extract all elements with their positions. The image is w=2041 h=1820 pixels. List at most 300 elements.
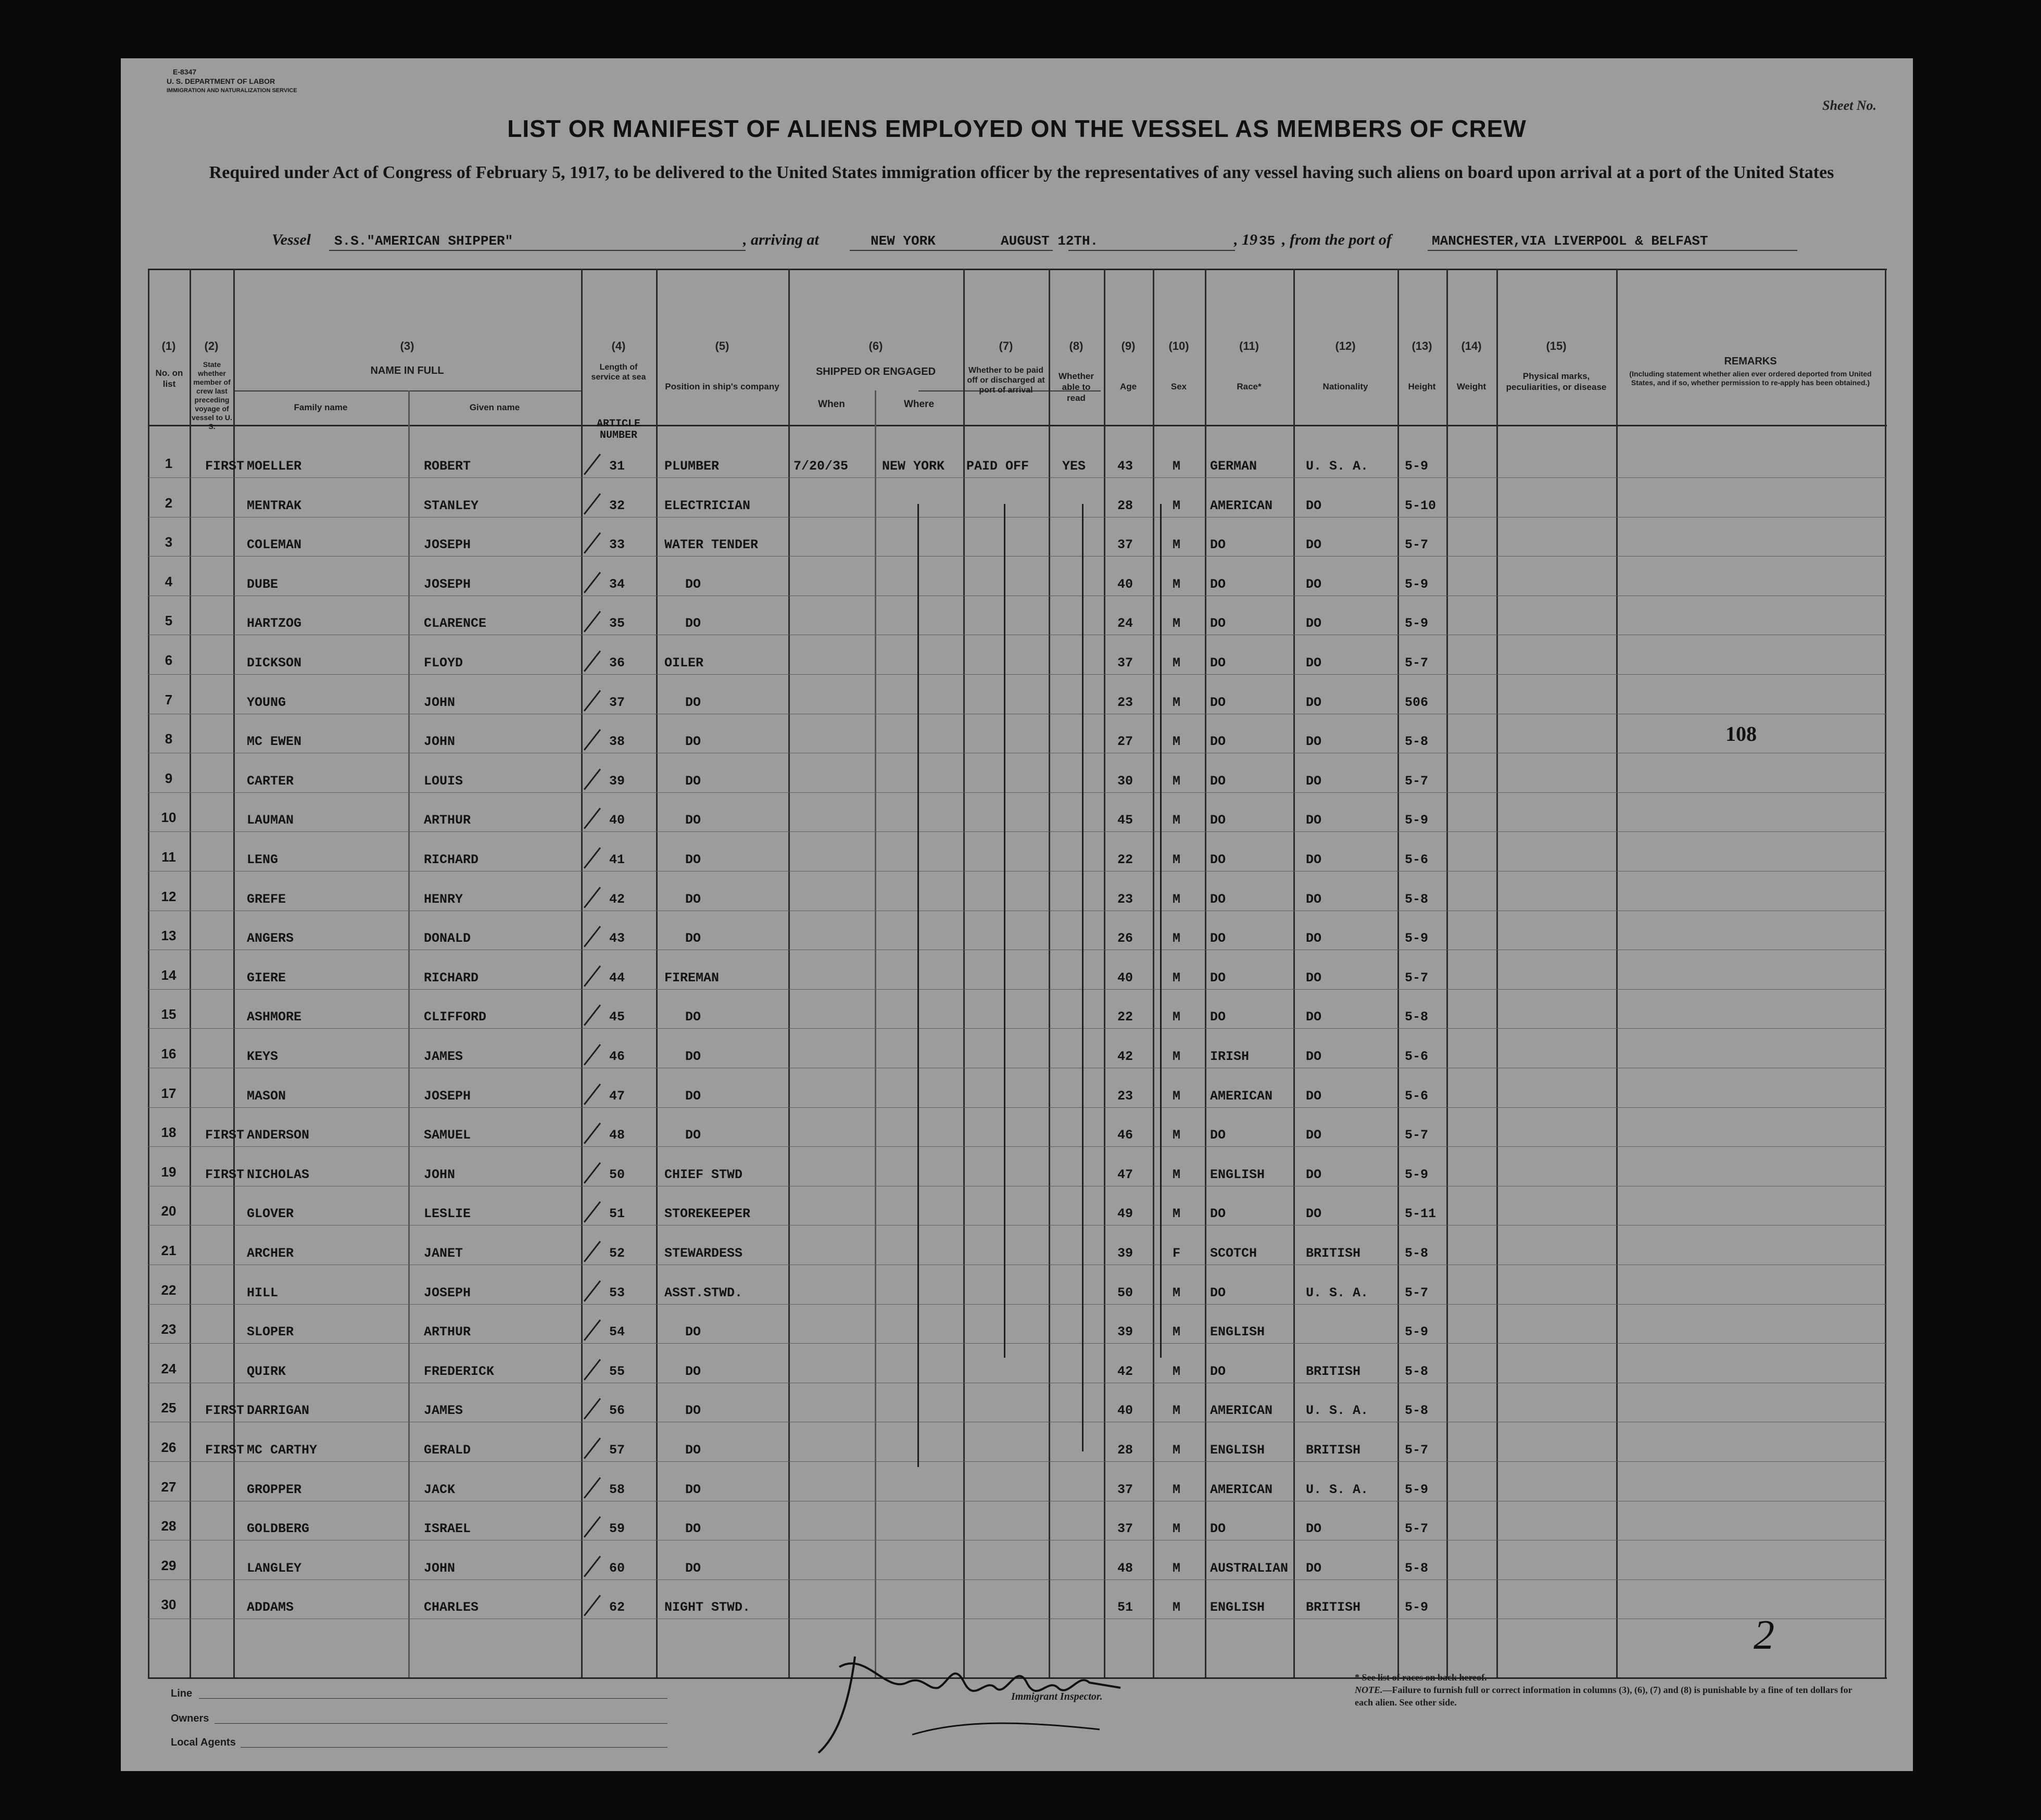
corner-mark: 2	[1754, 1612, 1774, 1658]
cell-family-name: MOELLER	[247, 459, 302, 474]
cell-position: DO	[685, 1324, 701, 1340]
cell-race: DO	[1210, 1363, 1226, 1379]
ditto-line	[1160, 504, 1162, 1358]
cell-nationality: DO	[1306, 970, 1322, 985]
cell-position: DO	[685, 931, 701, 946]
from-port: MANCHESTER,VIA LIVERPOOL & BELFAST	[1432, 233, 1708, 249]
footnote-note-text: —Failure to furnish full or correct information in columns (3), (6), (7) and (8) is punishable by a fine of ten dollars for each alien. See other side.	[1355, 1685, 1853, 1708]
cell-given-name: GERALD	[424, 1443, 471, 1458]
cell-service-number: 55	[609, 1363, 625, 1379]
check-slash	[584, 1162, 601, 1183]
cell-service-number: 51	[609, 1206, 625, 1222]
cell-position: DO	[685, 1128, 701, 1143]
check-slash	[584, 1202, 601, 1223]
cell-age: 46	[1117, 1128, 1133, 1143]
from-port-label: , from the port of	[1282, 231, 1392, 248]
footnote-note-label: NOTE.	[1355, 1685, 1383, 1695]
cell-age: 37	[1117, 537, 1133, 553]
cell-nationality: U. S. A.	[1306, 1482, 1369, 1497]
col-number: (10)	[1168, 339, 1189, 352]
col-border	[1885, 269, 1886, 1677]
cell-prev-voyage: FIRST	[205, 1443, 245, 1458]
row-rule	[148, 831, 1887, 832]
cell-sex: M	[1173, 576, 1181, 592]
col-border	[1496, 269, 1498, 1677]
check-slash	[584, 572, 601, 593]
cell-sex: M	[1173, 616, 1181, 631]
cell-service-number: 40	[609, 813, 625, 828]
check-slash	[584, 1477, 601, 1498]
cell-height: 5-9	[1405, 1482, 1429, 1497]
check-slash	[584, 1044, 601, 1065]
cell-nationality: DO	[1306, 1560, 1322, 1576]
cell-height: 5-6	[1405, 1049, 1429, 1064]
row-number: 14	[161, 967, 177, 983]
cell-sex: M	[1173, 931, 1181, 946]
cell-race: DO	[1210, 655, 1226, 671]
cell-family-name: HILL	[247, 1285, 279, 1300]
owners-label: Owners	[171, 1713, 209, 1724]
check-slash	[584, 965, 601, 987]
row-number: 12	[161, 888, 177, 904]
cell-given-name: JAMES	[424, 1049, 463, 1064]
col-head-race: Race*	[1237, 382, 1262, 391]
cell-given-name: CLIFFORD	[424, 1009, 487, 1025]
cell-nationality: DO	[1306, 1206, 1322, 1222]
check-slash	[584, 1437, 601, 1459]
cell-height: 5-8	[1405, 1560, 1429, 1576]
cell-family-name: ASHMORE	[247, 1009, 302, 1025]
cell-age: 28	[1117, 498, 1133, 513]
cell-age: 30	[1117, 773, 1133, 789]
cell-position: NIGHT STWD.	[664, 1600, 751, 1615]
cell-height: 5-7	[1405, 773, 1429, 789]
ditto-line	[1004, 504, 1005, 1358]
cell-service-number: 53	[609, 1285, 625, 1300]
cell-sex: M	[1173, 459, 1181, 474]
cell-sex: M	[1173, 1324, 1181, 1340]
col-border	[788, 269, 790, 1677]
row-rule	[148, 674, 1887, 675]
cell-race: DO	[1210, 1521, 1226, 1537]
cell-given-name: FLOYD	[424, 655, 463, 671]
cell-race: DO	[1210, 1128, 1226, 1143]
col-border	[1397, 269, 1399, 1677]
cell-height: 5-11	[1405, 1206, 1437, 1222]
owners-underline	[215, 1723, 667, 1724]
col-number: (12)	[1335, 339, 1356, 352]
cell-position: FIREMAN	[664, 970, 720, 985]
cell-service-number: 59	[609, 1521, 625, 1537]
check-slash	[584, 1280, 601, 1301]
cell-height: 5-9	[1405, 1167, 1429, 1182]
cell-sex: F	[1173, 1246, 1181, 1261]
row-rule	[148, 1028, 1887, 1029]
row-number: 19	[161, 1164, 177, 1180]
ditto-line	[1082, 504, 1084, 1451]
cell-age: 40	[1117, 970, 1133, 985]
form-code: E-8347	[173, 68, 197, 76]
cell-nationality: DO	[1306, 1049, 1322, 1064]
check-slash	[584, 887, 601, 908]
check-slash	[584, 1320, 601, 1341]
cell-family-name: DARRIGAN	[247, 1403, 310, 1419]
cell-service-number: 57	[609, 1443, 625, 1458]
row-number: 22	[161, 1282, 177, 1298]
cell-given-name: RICHARD	[424, 852, 479, 867]
cell-family-name: QUIRK	[247, 1363, 286, 1379]
cell-family-name: LENG	[247, 852, 279, 867]
cell-age: 40	[1117, 1403, 1133, 1419]
cell-position: DO	[685, 1482, 701, 1497]
sheet-number-label: Sheet No.	[1822, 98, 1876, 113]
cell-race: DO	[1210, 852, 1226, 867]
row-rule	[148, 1579, 1887, 1580]
row-number: 2	[165, 495, 173, 511]
check-slash	[584, 847, 601, 868]
row-number: 30	[161, 1597, 177, 1613]
cell-position: WATER TENDER	[664, 537, 759, 553]
cell-nationality: DO	[1306, 616, 1322, 631]
check-slash	[584, 926, 601, 947]
cell-age: 42	[1117, 1363, 1133, 1379]
check-slash	[584, 1595, 601, 1616]
cell-height: 5-9	[1405, 1600, 1429, 1615]
cell-sex: M	[1173, 734, 1181, 750]
cell-position: DO	[685, 813, 701, 828]
cell-age: 23	[1117, 891, 1133, 907]
cell-nationality: DO	[1306, 1128, 1322, 1143]
cell-height: 5-8	[1405, 891, 1429, 907]
row-number: 3	[165, 534, 173, 550]
cell-service-number: 47	[609, 1088, 625, 1104]
col-head-remarks-note: (Including statement whether alien ever ordered deported from United States, and if so, whether permission to re-apply has been obtained.)	[1629, 370, 1872, 387]
footnote-races: * See list of races on back hereof.	[1355, 1672, 1487, 1683]
cell-service-number: 34	[609, 576, 625, 592]
cell-nationality: U. S. A.	[1306, 1403, 1369, 1419]
cell-race: IRISH	[1210, 1049, 1250, 1064]
cell-race: DO	[1210, 1206, 1226, 1222]
cell-given-name: ARTHUR	[424, 1324, 471, 1340]
arrival-port: NEW YORK	[871, 233, 936, 249]
page-subtitle: Required under Act of Congress of February 5, 1917, to be delivered to the United States immigration officer by the representatives of any vessel having such aliens on board upon arrival at a port of the United States	[209, 163, 1834, 182]
cell-family-name: GROPPER	[247, 1482, 302, 1497]
cell-position: STOREKEEPER	[664, 1206, 751, 1222]
cell-service-number: 43	[609, 931, 625, 946]
cell-race: DO	[1210, 576, 1226, 592]
col-number: (2)	[204, 339, 219, 352]
cell-age: 39	[1117, 1246, 1133, 1261]
cell-nationality: U. S. A.	[1306, 1285, 1369, 1300]
line-underline	[199, 1698, 667, 1699]
cell-sex: M	[1173, 1363, 1181, 1379]
row-rule	[148, 1304, 1887, 1305]
col-head-height: Height	[1408, 382, 1436, 391]
cell-given-name: JOSEPH	[424, 1088, 471, 1104]
check-slash	[584, 1005, 601, 1026]
cell-service-number: 45	[609, 1009, 625, 1025]
cell-race: AMERICAN	[1210, 498, 1273, 513]
cell-family-name: MC EWEN	[247, 734, 302, 750]
cell-sex: M	[1173, 498, 1181, 513]
cell-family-name: LAUMAN	[247, 813, 294, 828]
cell-family-name: GOLDBERG	[247, 1521, 310, 1537]
cell-given-name: JOSEPH	[424, 537, 471, 553]
cell-age: 37	[1117, 1521, 1133, 1537]
col-head-read: Whether able to read	[1059, 371, 1094, 403]
check-slash	[584, 1556, 601, 1577]
cell-sex: M	[1173, 1482, 1181, 1497]
cell-service-number: 41	[609, 852, 625, 867]
cell-sex: M	[1173, 1403, 1181, 1419]
cell-nationality: DO	[1306, 1009, 1322, 1025]
col-head-name: NAME IN FULL	[370, 365, 444, 376]
line-label: Line	[171, 1688, 193, 1699]
col-border	[875, 390, 876, 1677]
row-rule	[148, 556, 1887, 557]
cell-service-number: 44	[609, 970, 625, 985]
cell-age: 37	[1117, 655, 1133, 671]
vessel-line	[121, 230, 1913, 252]
row-rule	[148, 1461, 1887, 1462]
cell-service-number: 36	[609, 655, 625, 671]
table-top-border	[148, 269, 1887, 270]
row-rule	[148, 1107, 1887, 1108]
cell-race: SCOTCH	[1210, 1246, 1257, 1261]
cell-age: 26	[1117, 931, 1133, 946]
col-border	[1153, 269, 1154, 1677]
col-head-shipped: SHIPPED OR ENGAGED	[815, 366, 936, 377]
cell-service-number: 52	[609, 1246, 625, 1261]
cell-given-name: JANET	[424, 1246, 463, 1261]
col-head-when: When	[818, 399, 845, 410]
cell-race: ENGLISH	[1210, 1324, 1265, 1340]
cell-given-name: FREDERICK	[424, 1363, 495, 1379]
row-number: 9	[165, 770, 173, 786]
cell-given-name: LOUIS	[424, 773, 463, 789]
cell-sex: M	[1173, 1049, 1181, 1064]
manifest-sheet	[121, 58, 1913, 1771]
col-head-no: No. on list	[155, 368, 183, 389]
cell-given-name: STANLEY	[424, 498, 479, 513]
cell-race: AMERICAN	[1210, 1482, 1273, 1497]
cell-family-name: LANGLEY	[247, 1560, 302, 1576]
cell-sex: M	[1173, 773, 1181, 789]
cell-position: STEWARDESS	[664, 1246, 743, 1261]
row-number: 10	[161, 810, 177, 826]
row-number: 25	[161, 1400, 177, 1416]
cell-service-number: 38	[609, 734, 625, 750]
cell-race: AUSTRALIAN	[1210, 1560, 1289, 1576]
cell-family-name: COLEMAN	[247, 537, 302, 553]
cell-given-name: JOSEPH	[424, 576, 471, 592]
cell-paid-off: PAID OFF	[966, 459, 1029, 474]
cell-age: 47	[1117, 1167, 1133, 1182]
col-border	[1104, 269, 1105, 1677]
cell-position: DO	[685, 1009, 701, 1025]
col-border	[963, 269, 965, 1677]
cell-family-name: HARTZOG	[247, 616, 302, 631]
cell-family-name: YOUNG	[247, 694, 286, 710]
cell-service-number: 46	[609, 1049, 625, 1064]
cell-nationality: DO	[1306, 1521, 1322, 1537]
cell-nationality: DO	[1306, 498, 1322, 513]
cell-family-name: CARTER	[247, 773, 294, 789]
cell-family-name: GLOVER	[247, 1206, 294, 1222]
row-number: 8	[165, 731, 173, 747]
cell-service-number: 54	[609, 1324, 625, 1340]
cell-height: 5-6	[1405, 852, 1429, 867]
vessel-label: Vessel	[272, 231, 311, 248]
col-head-given-name: Given name	[469, 402, 520, 412]
cell-sex: M	[1173, 1206, 1181, 1222]
check-slash	[584, 1516, 601, 1538]
col-number: (5)	[715, 339, 729, 352]
cell-height: 5-9	[1405, 459, 1429, 474]
cell-sex: M	[1173, 1088, 1181, 1104]
check-slash	[584, 533, 601, 554]
cell-service-number: 35	[609, 616, 625, 631]
check-slash	[584, 808, 601, 829]
cell-race: ENGLISH	[1210, 1443, 1265, 1458]
inspector-caption: Immigrant Inspector.	[1011, 1691, 1103, 1702]
cell-nationality: DO	[1306, 694, 1322, 710]
agents-label: Local Agents	[171, 1737, 236, 1748]
cell-family-name: MC CARTHY	[247, 1443, 318, 1458]
col-number: (7)	[999, 339, 1013, 352]
col-head-service: Length of service at sea	[591, 363, 646, 382]
cell-nationality: DO	[1306, 576, 1322, 592]
cell-age: 23	[1117, 1088, 1133, 1104]
cell-race: AMERICAN	[1210, 1403, 1273, 1419]
cell-given-name: LESLIE	[424, 1206, 471, 1222]
check-slash	[584, 1398, 601, 1420]
cell-race: DO	[1210, 537, 1226, 553]
cell-age: 49	[1117, 1206, 1133, 1222]
cell-race: DO	[1210, 813, 1226, 828]
cell-position: DO	[685, 616, 701, 631]
row-rule	[148, 477, 1887, 478]
cell-family-name: KEYS	[247, 1049, 279, 1064]
col-head-sex: Sex	[1170, 382, 1187, 391]
cell-position: DO	[685, 1403, 701, 1419]
cell-nationality: DO	[1306, 537, 1322, 553]
row-number: 27	[161, 1478, 177, 1495]
cell-family-name: ARCHER	[247, 1246, 294, 1261]
cell-family-name: ANDERSON	[247, 1128, 310, 1143]
cell-age: 43	[1117, 459, 1133, 474]
cell-nationality: DO	[1306, 734, 1322, 750]
cell-service-number: 62	[609, 1600, 625, 1615]
cell-height: 5-9	[1405, 616, 1429, 631]
cell-age: 27	[1117, 734, 1133, 750]
cell-position: CHIEF STWD	[664, 1167, 743, 1182]
check-slash	[584, 1359, 601, 1380]
cell-nationality: U. S. A.	[1306, 459, 1369, 474]
footnote-note	[1355, 1684, 1855, 1709]
col-number: (14)	[1461, 339, 1482, 352]
cell-position: DO	[685, 773, 701, 789]
cell-age: 23	[1117, 694, 1133, 710]
cell-nationality: DO	[1306, 891, 1322, 907]
cell-nationality: BRITISH	[1306, 1443, 1361, 1458]
cell-service-number: 50	[609, 1167, 625, 1182]
cell-age: 24	[1117, 616, 1133, 631]
cell-height: 5-6	[1405, 1088, 1429, 1104]
cell-age: 45	[1117, 813, 1133, 828]
cell-height: 5-7	[1405, 1285, 1429, 1300]
col-head-weight: Weight	[1456, 382, 1486, 391]
cell-sex: M	[1173, 813, 1181, 828]
cell-nationality: DO	[1306, 1088, 1322, 1104]
cell-nationality: BRITISH	[1306, 1363, 1361, 1379]
check-slash	[584, 1083, 601, 1105]
cell-height: 5-9	[1405, 813, 1429, 828]
col-border	[581, 269, 583, 1677]
cell-height: 5-8	[1405, 734, 1429, 750]
cell-shipped-when: 7/20/35	[793, 459, 849, 474]
ditto-line	[917, 504, 919, 1467]
cell-position: DO	[685, 576, 701, 592]
cell-nationality: DO	[1306, 813, 1322, 828]
col-head-nationality: Nationality	[1322, 382, 1368, 391]
check-slash	[584, 493, 601, 514]
cell-age: 42	[1117, 1049, 1133, 1064]
cell-nationality: DO	[1306, 655, 1322, 671]
row-number: 16	[161, 1046, 177, 1061]
cell-sex: M	[1173, 970, 1181, 985]
row-number: 15	[161, 1006, 177, 1022]
cell-sex: M	[1173, 1443, 1181, 1458]
col-head-paid-off: Whether to be paid off or discharged at port of arrival	[967, 366, 1045, 395]
cell-family-name: GIERE	[247, 970, 286, 985]
cell-service-number: 60	[609, 1560, 625, 1576]
cell-height: 5-10	[1405, 498, 1437, 513]
cell-position: DO	[685, 1521, 701, 1537]
cell-height: 5-9	[1405, 1324, 1429, 1340]
page-title: LIST OR MANIFEST OF ALIENS EMPLOYED ON THE VESSEL AS MEMBERS OF CREW	[507, 115, 1527, 142]
cell-height: 5-7	[1405, 1443, 1429, 1458]
col-border	[233, 269, 235, 1677]
row-number: 13	[161, 928, 177, 944]
col-head-physical-marks: Physical marks, peculiarities, or disease	[1506, 371, 1607, 392]
cell-given-name: RICHARD	[424, 970, 479, 985]
cell-height: 5-7	[1405, 1128, 1429, 1143]
arrival-year: 35	[1259, 233, 1276, 249]
row-number: 21	[161, 1243, 177, 1258]
cell-age: 22	[1117, 1009, 1133, 1025]
cell-family-name: SLOPER	[247, 1324, 294, 1340]
cell-age: 50	[1117, 1285, 1133, 1300]
cell-sex: M	[1173, 1285, 1181, 1300]
cell-given-name: JOHN	[424, 734, 456, 750]
cell-given-name: JOHN	[424, 1167, 456, 1182]
cell-nationality: DO	[1306, 852, 1322, 867]
col-border	[1049, 269, 1050, 1677]
cell-position: DO	[685, 1363, 701, 1379]
cell-prev-voyage: FIRST	[205, 1403, 245, 1419]
cell-prev-voyage: FIRST	[205, 1128, 245, 1143]
cell-able-to-read: YES	[1062, 459, 1086, 474]
col-head-prev-voyage: State whether member of crew last preceding voyage of vessel to U. S.	[192, 360, 232, 431]
cell-family-name: MENTRAK	[247, 498, 302, 513]
col-number: (13)	[1412, 339, 1432, 352]
row-number: 17	[161, 1085, 177, 1101]
check-slash	[584, 1241, 601, 1262]
check-slash	[584, 690, 601, 711]
cell-position: DO	[685, 1443, 701, 1458]
year-prefix: , 19	[1234, 231, 1257, 248]
